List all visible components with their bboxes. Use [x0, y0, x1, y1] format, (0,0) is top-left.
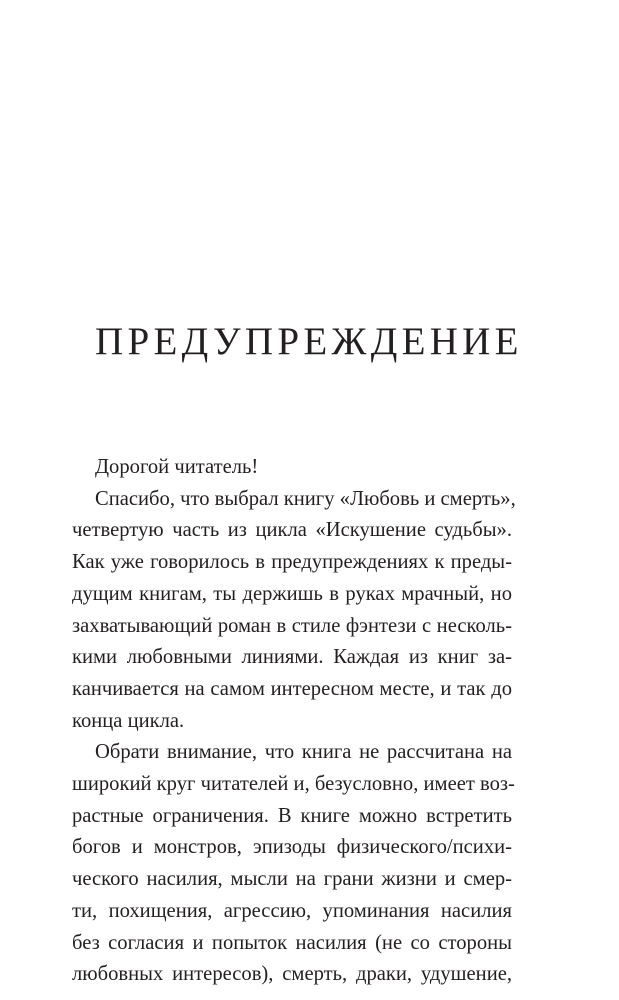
text-line: канчивается на самом интересном месте, и так до	[72, 677, 512, 700]
text-line: Обрати внимание, что книга не рассчитана на	[95, 741, 512, 764]
text-line: четвертую часть из цикла «Искушение судьбы».	[72, 519, 512, 542]
text-line: любовных интересов), смерть, драки, удушение,	[72, 963, 512, 986]
text-line: кими любовными линиями. Каждая из книг за-	[72, 646, 512, 669]
text-line: дущим книгам, ты держишь в руках мрачный, но	[72, 582, 512, 605]
text-line: широкий круг читателей и, безусловно, имеет воз-	[72, 773, 515, 796]
text-line: Дорогой читатель!	[95, 456, 259, 478]
text-line: конца цикла.	[72, 709, 185, 732]
text-line: Спасибо, что выбрал книгу «Любовь и смерть»,	[95, 487, 516, 510]
chapter-heading: ПРЕДУПРЕЖДЕНИЕ	[95, 320, 523, 363]
text-line: растные ограничения. В книге можно встретить	[72, 804, 512, 827]
text-line: Как уже говорилось в предупреждениях к преды-	[72, 551, 512, 574]
text-line: захватывающий роман в стиле фэнтези с несколь-	[72, 614, 512, 637]
text-line: ти, похищения, агрессию, упоминания насилия	[72, 899, 512, 922]
body-text	[72, 452, 516, 991]
text-line: ческого насилия, мысли на грани жизни и смер-	[72, 868, 512, 891]
text-line: богов и монстров, эпизоды физического/психи-	[72, 836, 512, 859]
text-line: без согласия и попыток насилия (не со стороны	[72, 931, 512, 954]
